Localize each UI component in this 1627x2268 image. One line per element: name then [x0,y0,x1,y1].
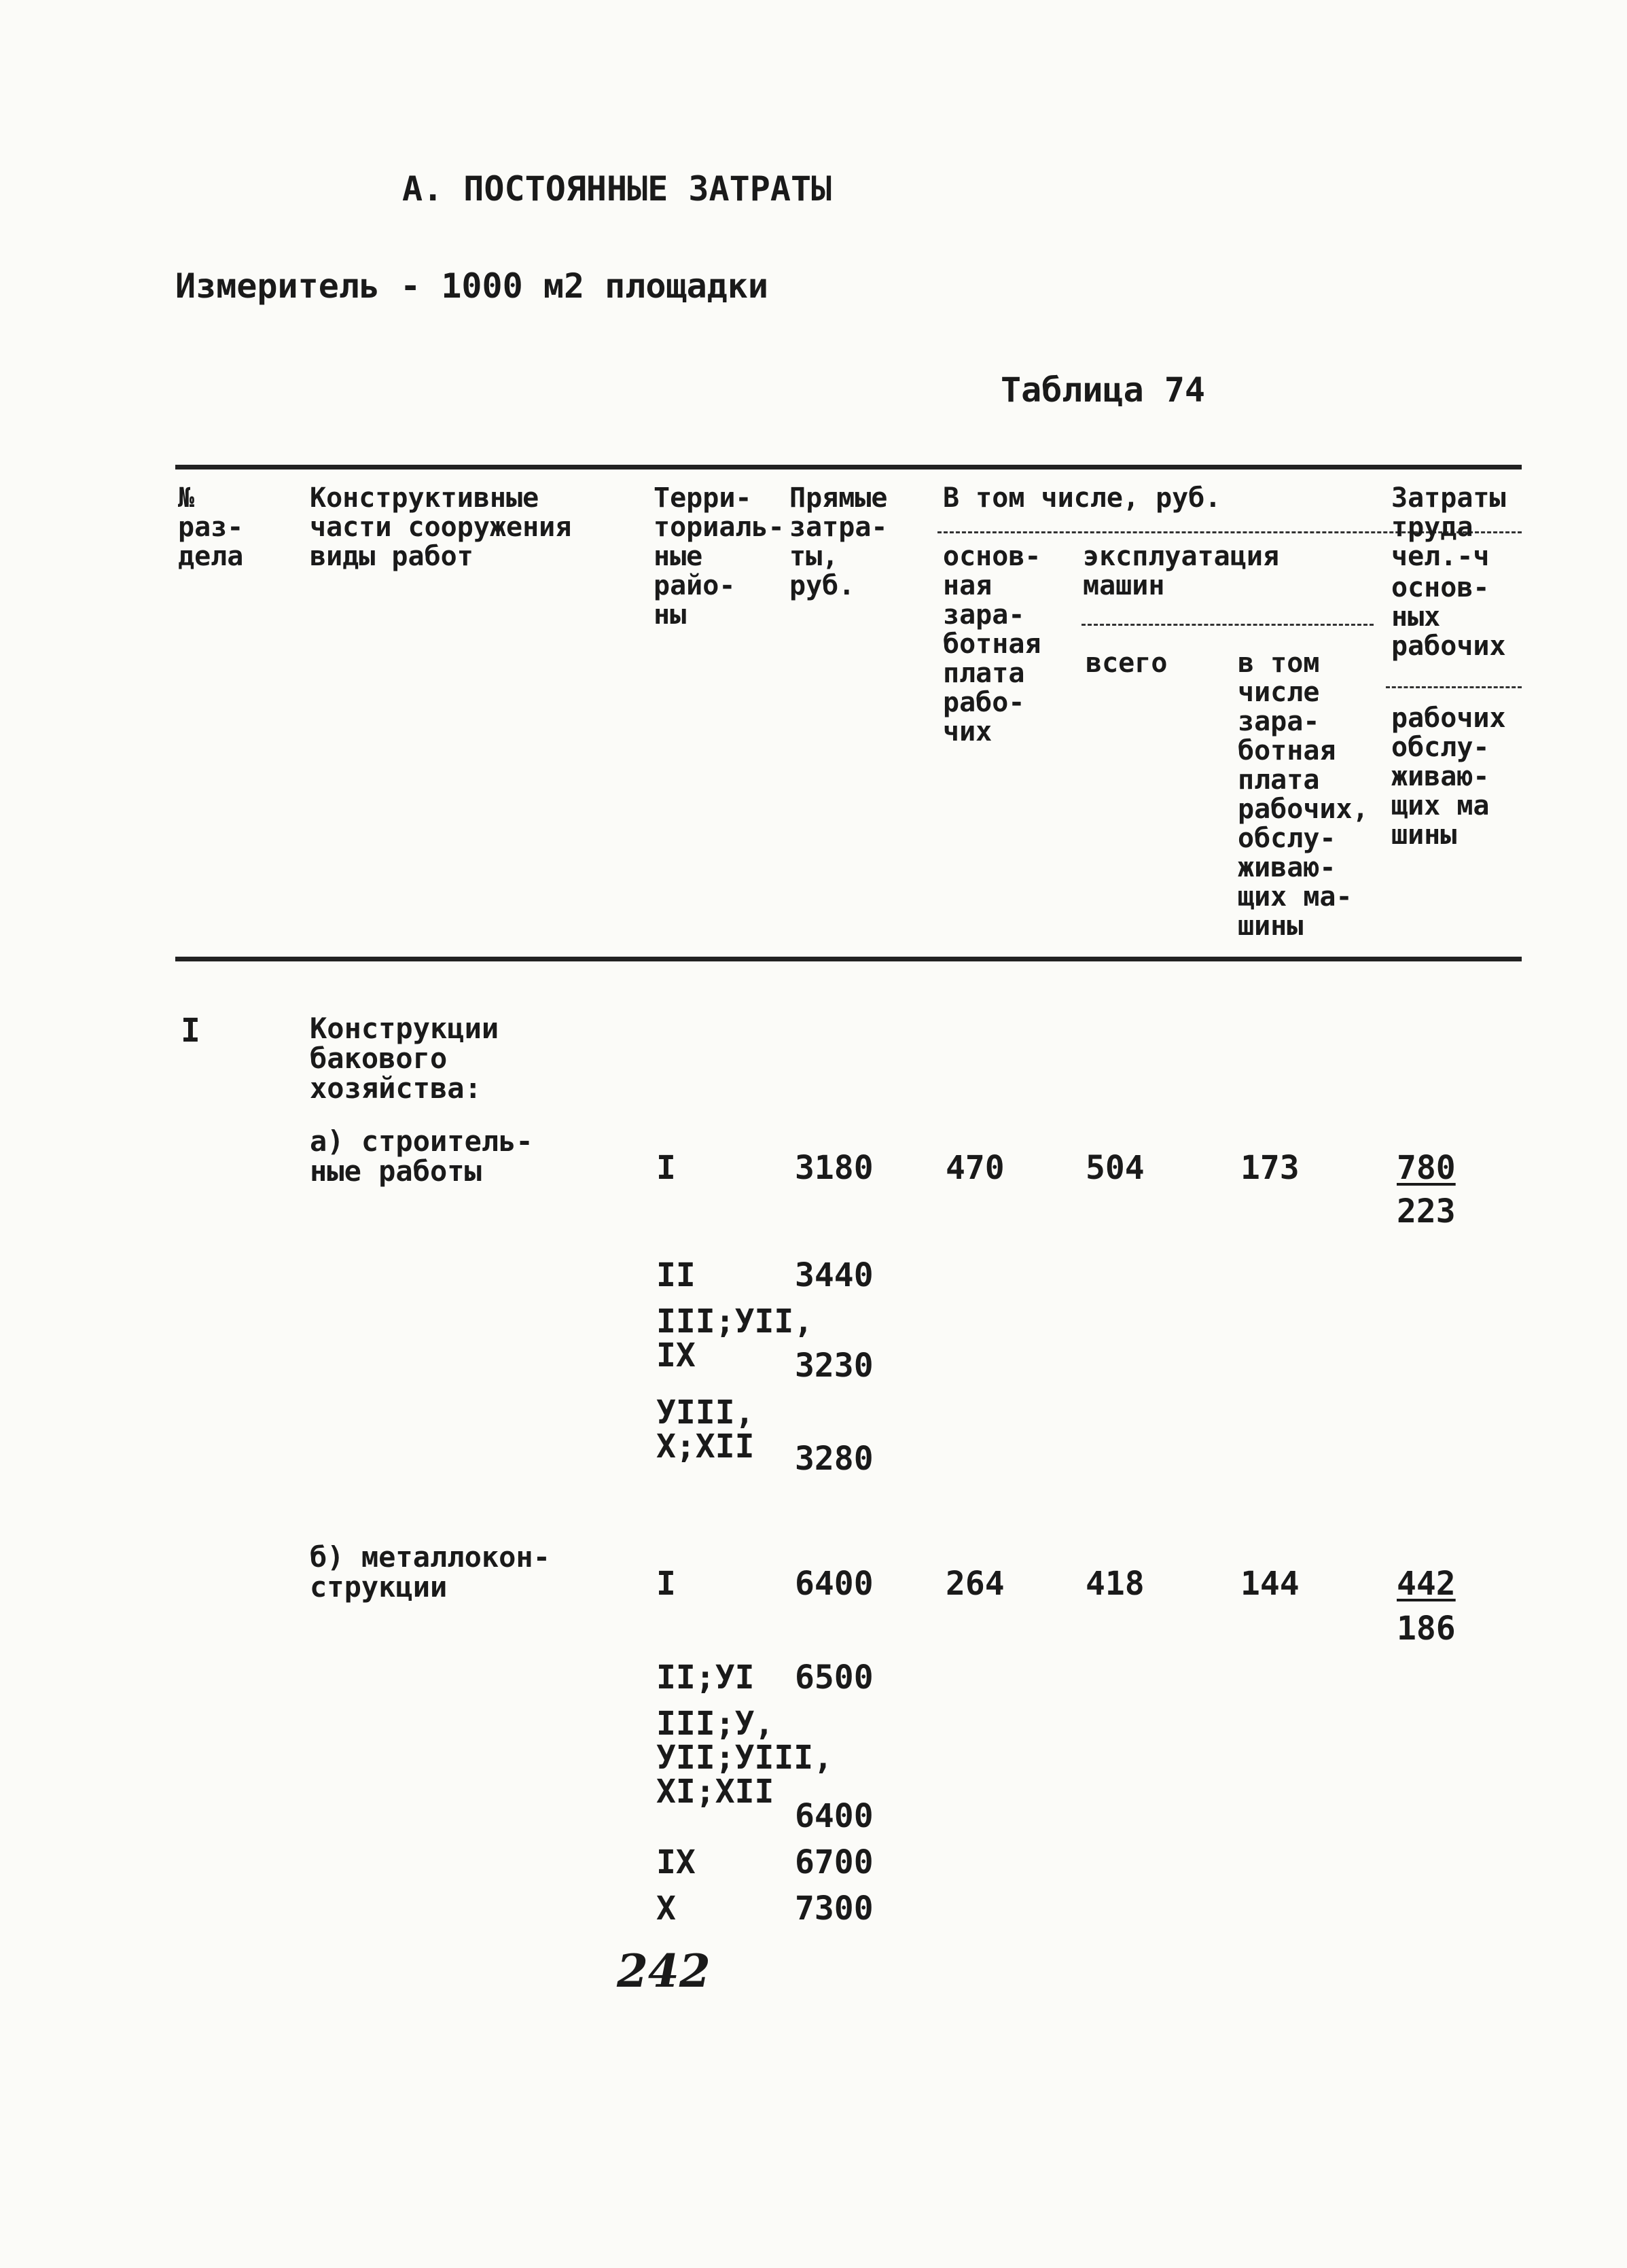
labor-rule [1386,686,1522,688]
table-label: Таблица 74 [1001,370,1206,410]
item-b-wage: 264 [946,1565,1005,1603]
item-b-row2-direct: 6400 [795,1797,874,1835]
page-number: 242 [617,1945,711,1998]
item-b-row4-direct: 7300 [795,1890,874,1928]
item-b-machine-total: 418 [1086,1565,1145,1603]
item-a-wage: 470 [946,1149,1005,1187]
item-a-direct: 3180 [795,1149,874,1187]
item-a-machine-total: 504 [1086,1149,1145,1187]
machine-rule [1081,624,1374,626]
item-a-labor-main: 780 [1397,1149,1456,1187]
item-b-labor-main: 442 [1397,1565,1456,1603]
item-b-row3-region: IX [656,1843,696,1881]
header-including: В том числе, руб. [943,482,1221,514]
item-b-direct: 6400 [795,1565,874,1603]
item-b-row1-region: II;УI [656,1659,755,1697]
item-b-label: б) металлокон- струкции [310,1540,551,1603]
item-b-machine-wage: 144 [1240,1565,1300,1603]
item-b-region: I [656,1565,676,1603]
header-machine-wage: в том числе зара- ботная плата рабочих, обслу- живаю- щих ма- шины [1238,648,1369,942]
header-labor: Затраты труда чел.-ч [1391,482,1506,572]
item-a-row2-direct: 3230 [795,1347,874,1385]
header-machine-ops: эксплуатация машин [1083,541,1279,601]
header-labor-main: основ- ных рабочих [1391,572,1506,662]
item-a-label: а) строитель- ные работы [310,1124,533,1188]
item-a-row3-region: УIII, X;XII [656,1394,755,1466]
header-bottom-rule [175,957,1522,961]
item-b-row3-direct: 6700 [795,1843,874,1881]
item-a-row3-direct: 3280 [795,1440,874,1478]
section-title-text: Конструкции бакового хозяйства: [310,1012,499,1105]
section-number: I [181,1012,200,1050]
item-b-row2-region: III;У, УII;УIII, XI;XII [656,1705,834,1811]
table-top-rule [175,465,1522,469]
item-b-labor-machine: 186 [1397,1610,1456,1648]
item-a-row1-direct: 3440 [795,1256,874,1294]
item-a-row2-region: III;УII, IX [656,1303,814,1375]
header-section-no: № раз- дела [178,482,244,572]
section-title: А. ПОСТОЯННЫЕ ЗАТРАТЫ [402,169,832,209]
item-b-row4-region: X [656,1890,676,1928]
header-territory: Терри- ториаль- ные райо- ны [654,482,785,631]
header-labor-machine: рабочих обслу- живаю- щих ма шины [1391,703,1506,851]
item-b-row1-direct: 6500 [795,1659,874,1697]
measure-unit: Измеритель - 1000 м2 площадки [175,266,768,306]
item-a-row1-region: II [656,1256,696,1294]
item-a-labor-machine: 223 [1397,1192,1456,1230]
header-machine-total: всего [1086,648,1168,679]
header-direct-costs: Прямые затра- ты, руб. [789,482,888,601]
header-parts: Конструктивные части сооружения виды работ [310,482,572,572]
item-a-region: I [656,1149,676,1187]
item-a-machine-wage: 173 [1240,1149,1300,1187]
header-main-wage: основ- ная зара- ботная плата рабо- чих [943,541,1041,747]
